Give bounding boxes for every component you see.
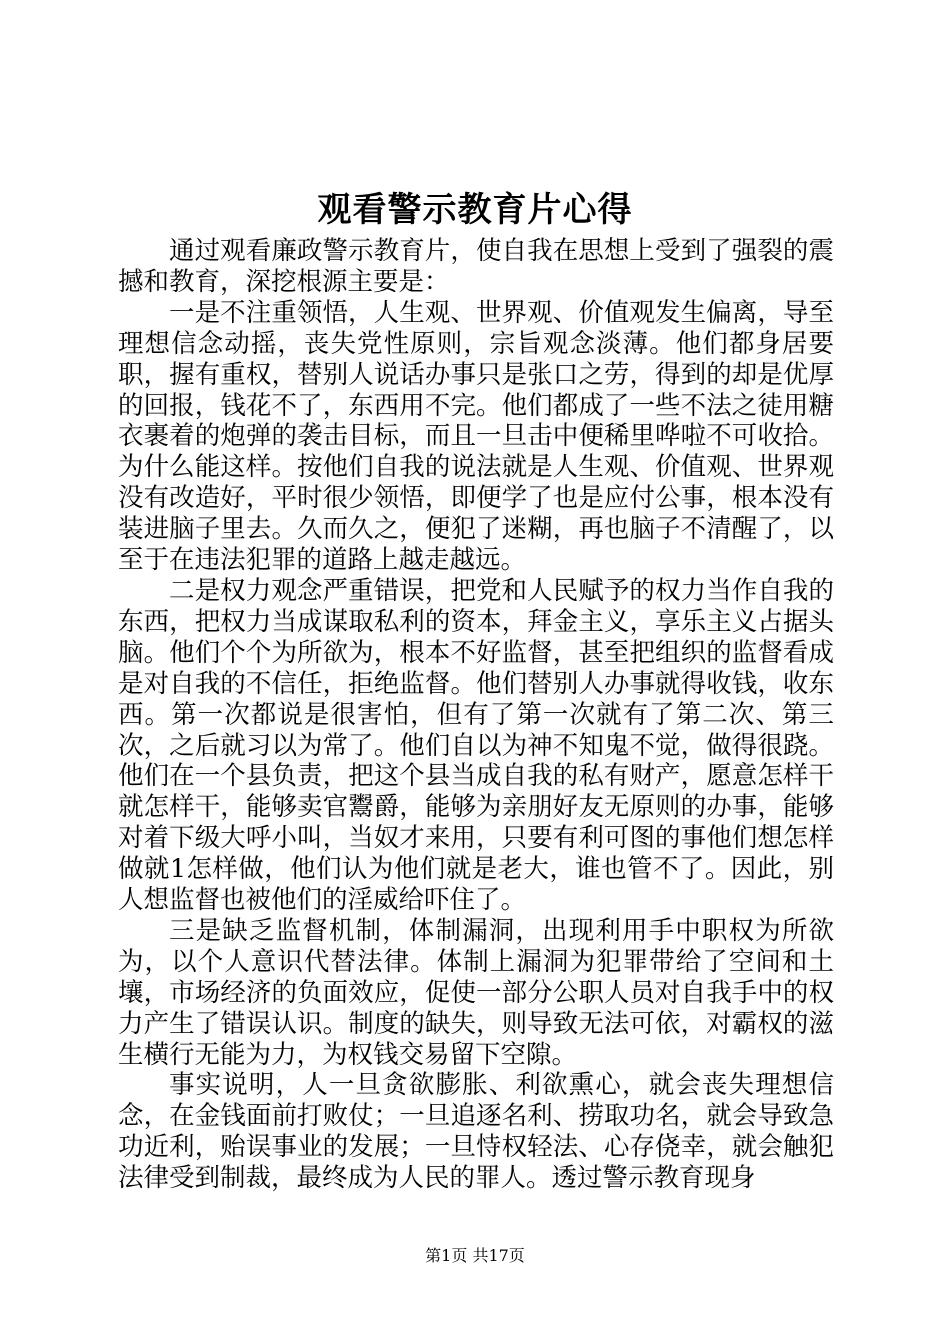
paragraph-point-one: 一是不注重领悟，人生观、世界观、价值观发生偏离，导至理想信念动摇，丧失党性原则，宗旨观念淡薄。他们都身居要职，握有重权，替别人说话办事只是张口之劳，得到的却是优厚的回报，钱花不了，东西用不完。他们都成了一些不法之徒用糖衣裹着的炮弹的袭击目标，而且一旦击中便稀里哗啦不可收拾。为什么能这样。按他们自我的说法就是人生观、价值观、世界观没有改造好，平时很少领悟，即便学了也是应付公事，根本没有装进脑子里去。久而久之，便犯了迷糊，再也脑子不清醒了，以至于在违法犯罪的道路上越走越远。: [118, 297, 834, 576]
paragraph-point-three: 三是缺乏监督机制，体制漏洞，出现利用手中职权为所欲为，以个人意识代替法律。体制上漏洞为犯罪带给了空间和土壤，市场经济的负面效应，促使一部分公职人员对自我手中的权力产生了错误认识。制度的缺失，则导致无法可依，对霸权的滋生横行无能为力，为权钱交易留下空隙。: [118, 915, 834, 1070]
page-title: 观看警示教育片心得: [317, 190, 633, 230]
paragraph-conclusion: 事实说明，人一旦贪欲膨胀、利欲熏心，就会丧失理想信念，在金钱面前打败仗；一旦追逐名利、捞取功名，就会导致急功近利，贻误事业的发展；一旦恃权轻法、心存侥幸，就会触犯法律受到制裁，最终成为人民的罪人。透过警示教育现身: [118, 1070, 834, 1194]
paragraph-intro: 通过观看廉政警示教育片，使自我在思想上受到了强裂的震撼和教育，深挖根源主要是：: [118, 236, 834, 297]
page-number-footer: 第1页 共17页: [425, 1246, 525, 1265]
paragraph-point-two: 二是权力观念严重错误，把党和人民赋予的权力当作自我的东西，把权力当成谋取私利的资本，拜金主义，享乐主义占据头脑。他们个个为所欲为，根本不好监督，甚至把组织的监督看成是对自我的不信任，拒绝监督。他们替别人办事就得收钱，收东西。第一次都说是很害怕，但有了第一次就有了第二次、第三次，之后就习以为常了。他们自以为神不知鬼不觉，做得很跷。他们在一个县负责，把这个县当成自我的私有财产，愿意怎样干就怎样干，能够卖官鬻爵，能够为亲朋好友无原则的办事，能够对着下级大呼小叫，当奴才来用，只要有利可图的事他们想怎样做就1怎样做，他们认为他们就是老大，谁也管不了。因此，别人想监督也被他们的淫威给吓住了。: [118, 575, 834, 916]
document-body: [118, 236, 834, 1194]
